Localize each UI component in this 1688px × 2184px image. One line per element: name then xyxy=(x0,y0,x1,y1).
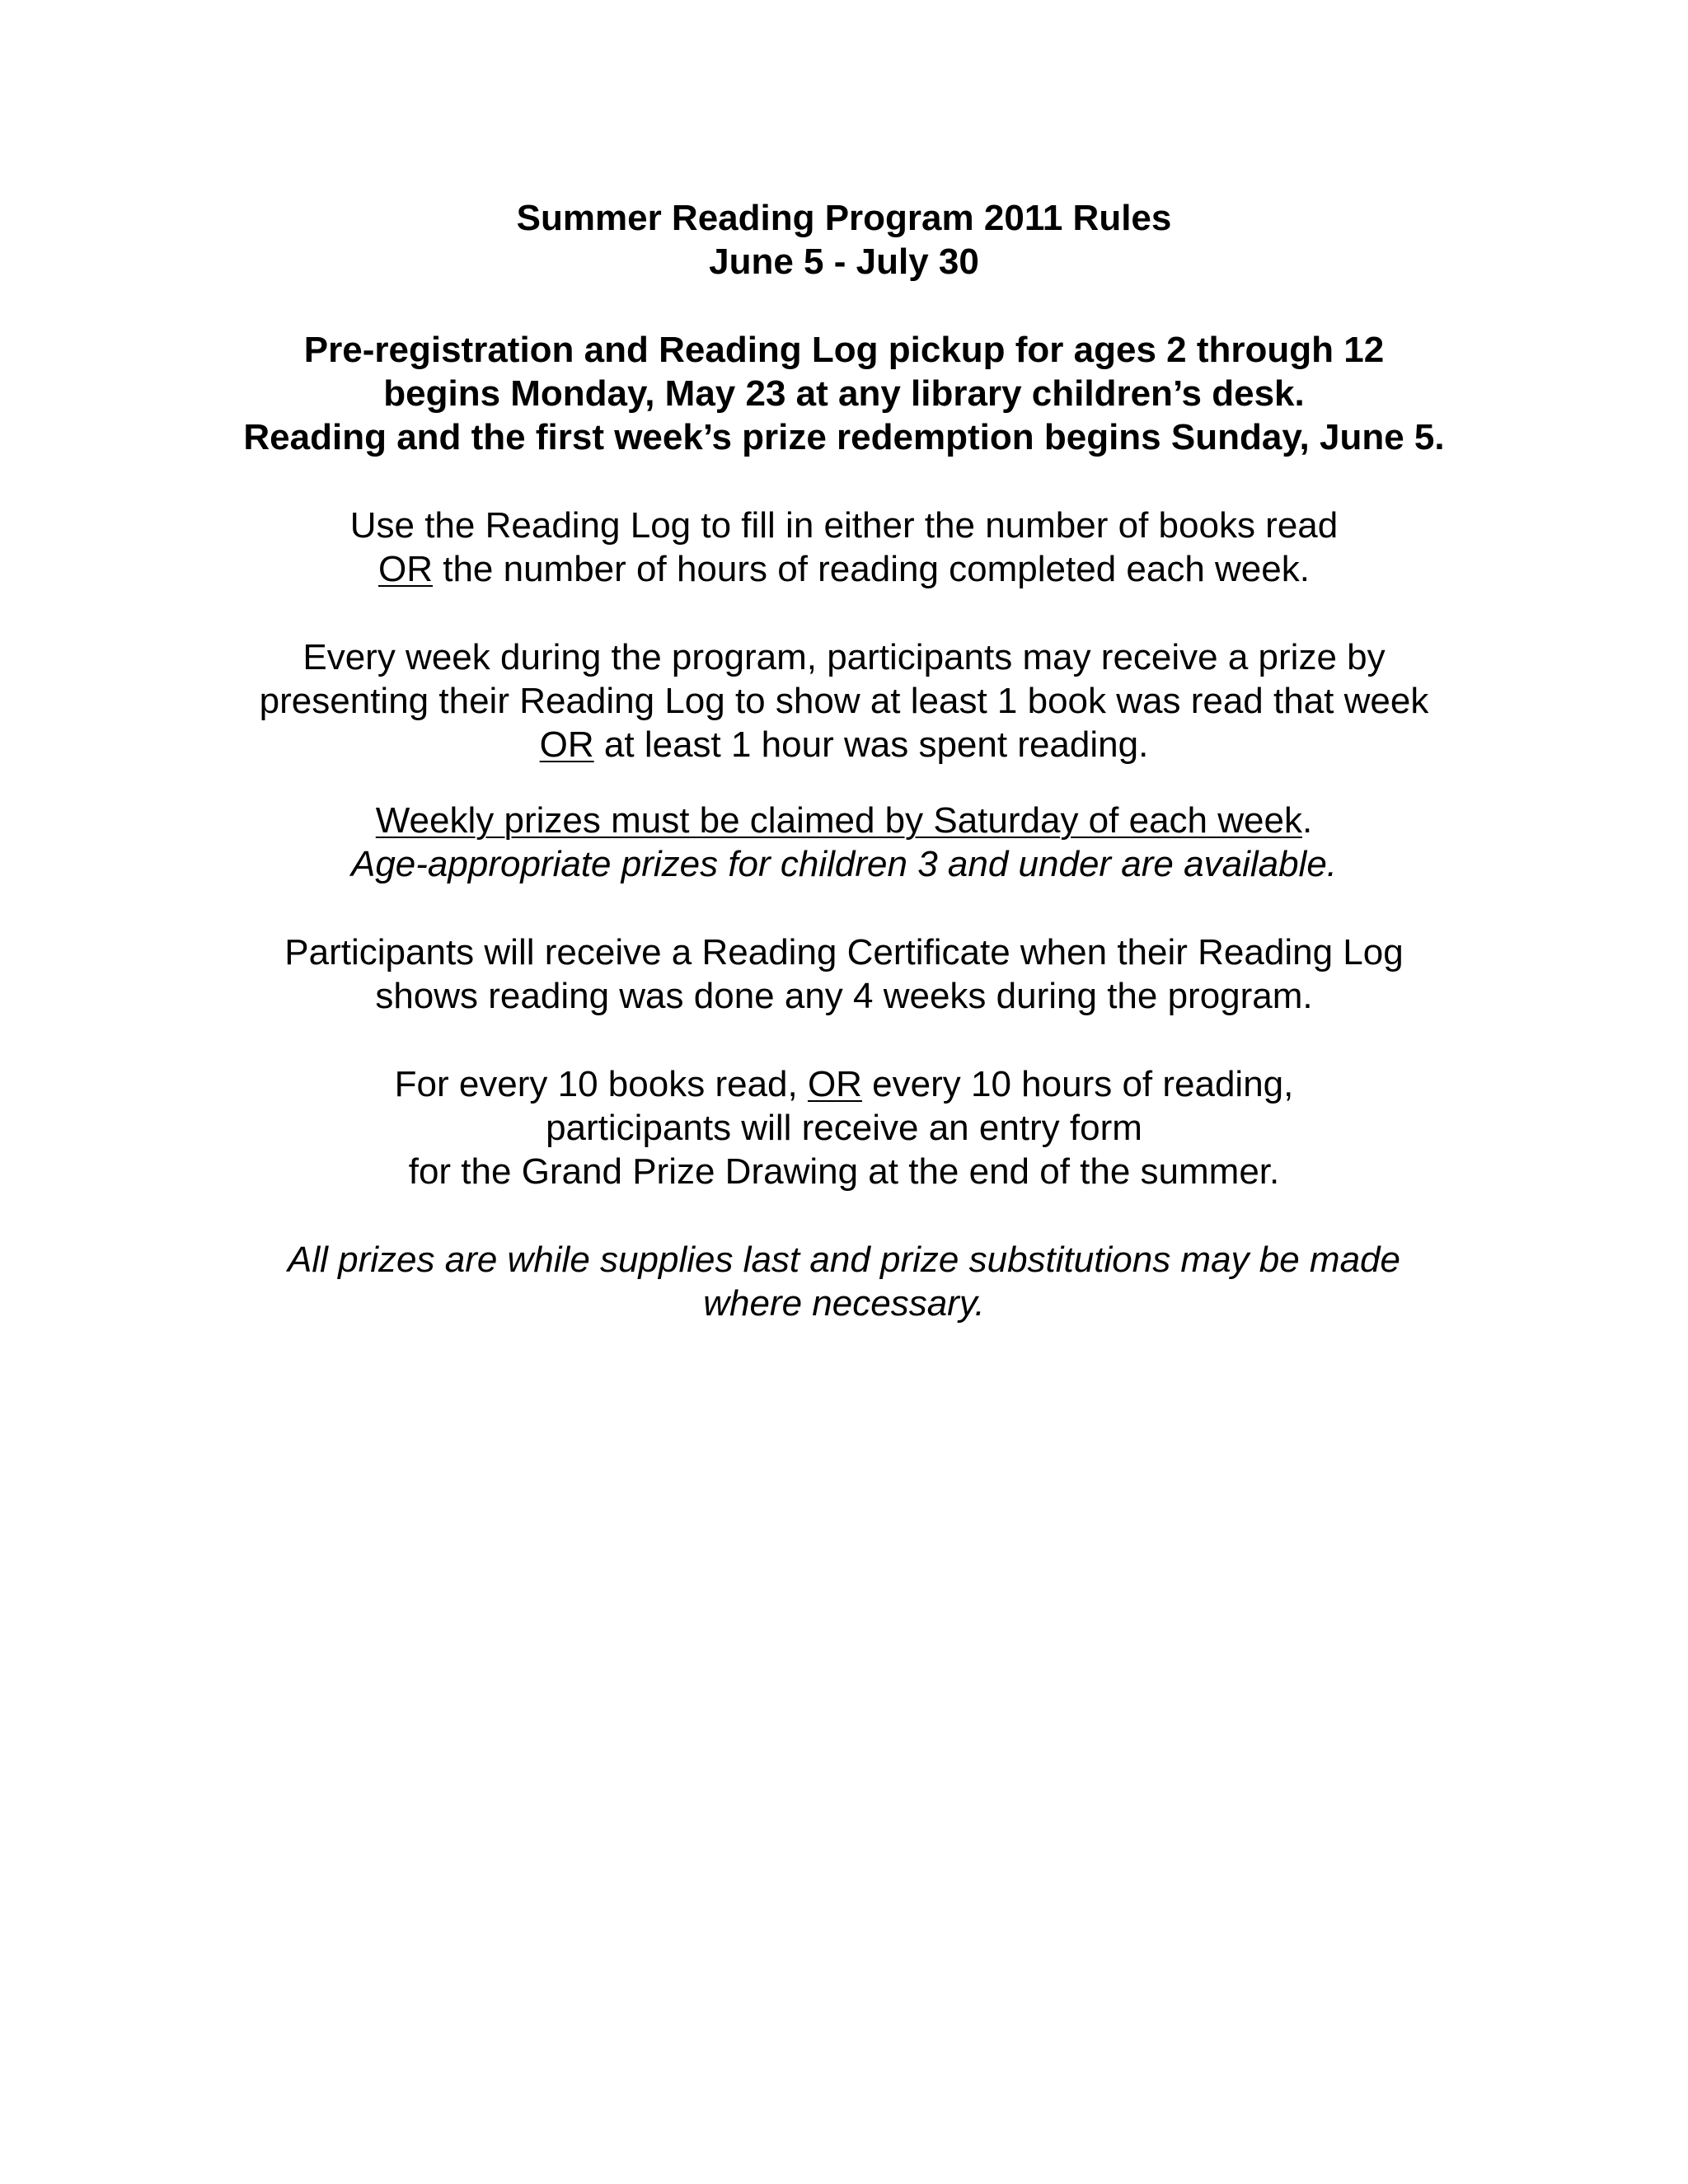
weekly-line-3 xyxy=(0,723,1688,767)
claim-deadline-period: . xyxy=(1301,800,1313,841)
grand-prize-line-1 xyxy=(0,1062,1688,1107)
weekly-line-2: presenting their Reading Log to show at least 1 book was read that week xyxy=(259,681,1429,721)
grand-prize-line-3: for the Grand Prize Drawing at the end of the summer. xyxy=(408,1151,1280,1192)
grand-prize-line-2: participants will receive an entry form xyxy=(546,1108,1142,1148)
or-emphasis: OR xyxy=(378,549,433,589)
grand-prize-line-1-start: For every 10 books read, xyxy=(394,1064,808,1104)
registration-line-1: Pre-registration and Reading Log pickup for ages 2 through 12 xyxy=(303,330,1385,370)
claim-deadline xyxy=(0,799,1688,843)
weekly-line-3-text: at least 1 hour was spent reading. xyxy=(593,724,1149,765)
program-dates: June 5 - July 30 xyxy=(709,241,979,282)
registration-line-3: Reading and the first week’s prize redemption begins Sunday, June 5. xyxy=(243,417,1445,457)
or-emphasis: OR xyxy=(807,1064,862,1104)
weekly-line-1: Every week during the program, participants may receive a prize by xyxy=(302,637,1386,677)
registration-line-2: begins Monday, May 23 at any library children’s desk. xyxy=(383,373,1305,414)
page-title: Summer Reading Program 2011 Rules xyxy=(516,198,1172,238)
certificate-line-2: shows reading was done any 4 weeks during the program. xyxy=(375,976,1313,1016)
claim-deadline-text: Weekly prizes must be claimed by Saturday of each week xyxy=(375,800,1302,841)
reading-log-line-2 xyxy=(0,547,1688,592)
age-appropriate-note: Age-appropriate prizes for children 3 and under are available. xyxy=(350,844,1338,884)
disclaimer-line-1: All prizes are while supplies last and prize substitutions may be made xyxy=(288,1240,1400,1280)
or-emphasis: OR xyxy=(539,724,594,765)
reading-log-line-2-text: the number of hours of reading completed each week. xyxy=(433,549,1310,589)
disclaimer-line-2: where necessary. xyxy=(703,1283,985,1324)
grand-prize-line-1-end: every 10 hours of reading, xyxy=(861,1064,1294,1104)
reading-log-line-1: Use the Reading Log to fill in either the number of books read xyxy=(349,505,1339,546)
certificate-line-1: Participants will receive a Reading Certificate when their Reading Log xyxy=(284,932,1404,972)
